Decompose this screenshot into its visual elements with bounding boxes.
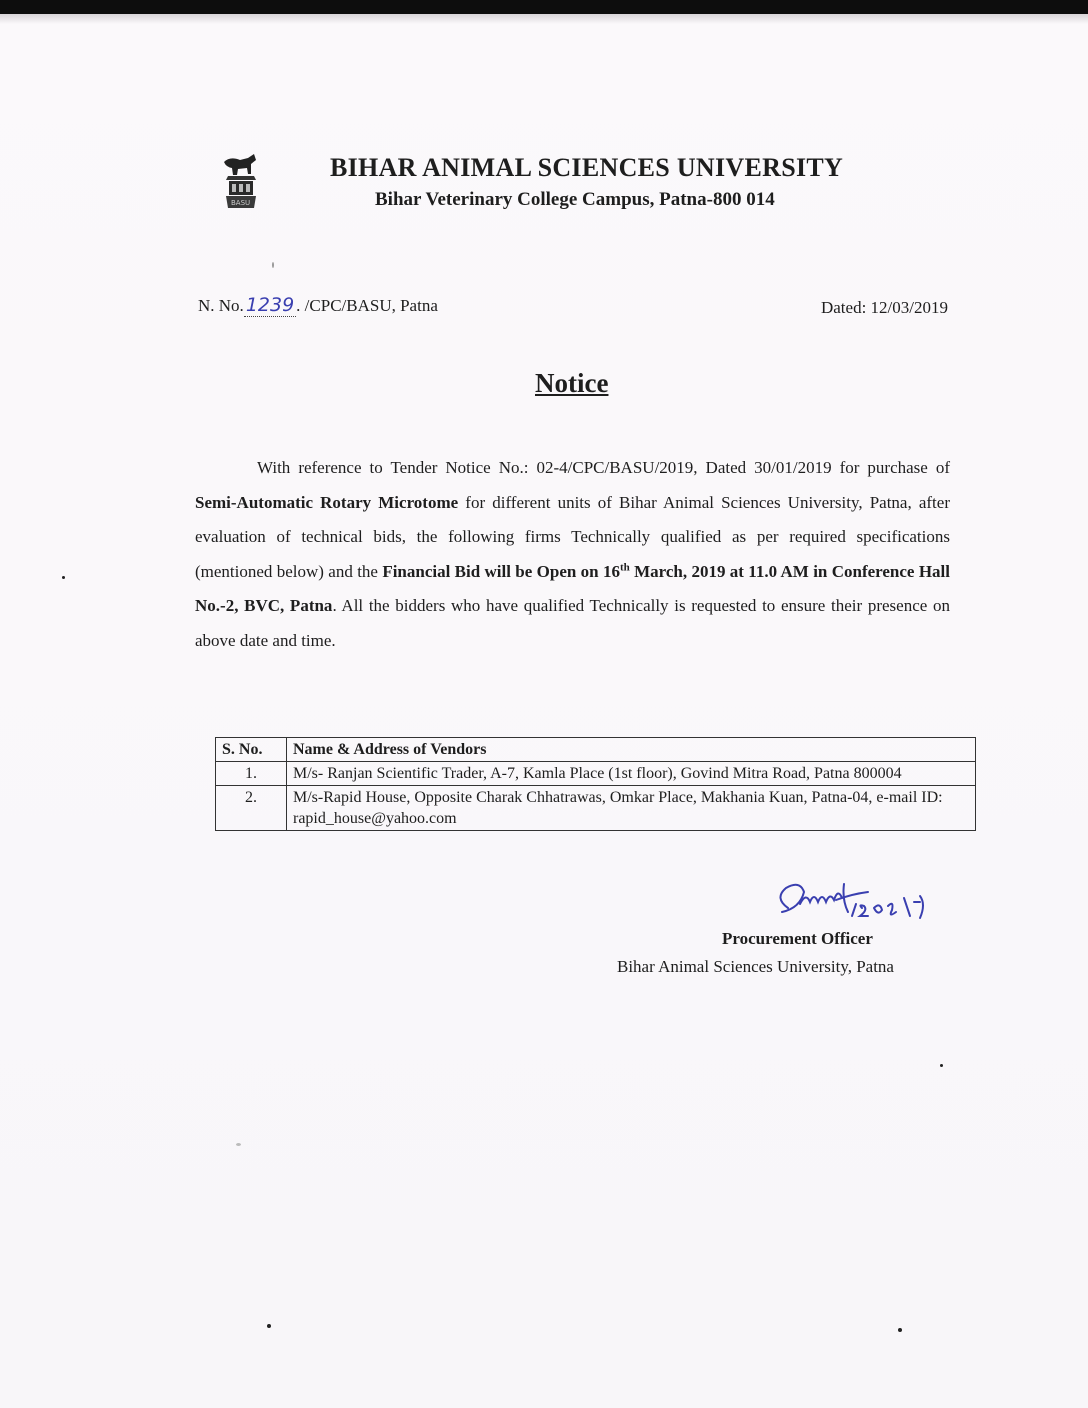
- row-vendor: M/s- Ranjan Scientific Trader, A-7, Kamla Place (1st floor), Govind Mitra Road, Patna 800004: [287, 762, 976, 786]
- signatory-title: Procurement Officer: [722, 929, 873, 948]
- body-part-3: . All the bidders who have qualified Technically is requested to ensure their presence on above date and time.: [195, 596, 950, 650]
- column-header-sno: S. No.: [216, 738, 287, 762]
- notice-heading: Notice: [535, 368, 609, 398]
- scan-speck: [898, 1328, 902, 1332]
- row-sno: 1.: [216, 762, 287, 786]
- university-emblem-icon: [218, 152, 264, 214]
- table-header-row: [216, 738, 976, 762]
- row-vendor: M/s-Rapid House, Opposite Charak Chhatrawas, Omkar Place, Makhania Kuan, Patna-04, e-mail ID: rapid_house@yahoo.com: [287, 786, 976, 831]
- reference-handwritten-number: 1239: [245, 294, 295, 316]
- financial-bid-venue: March, 2019 at 11.0 AM in Conference Hall No.-2, BVC, Patna: [195, 561, 950, 615]
- ordinal-suffix: th: [619, 560, 630, 573]
- reference-number: [198, 294, 438, 316]
- handwritten-signature: [770, 878, 930, 932]
- notice-date: Dated: 12/03/2019: [820, 298, 948, 317]
- scan-speck: [940, 1064, 943, 1067]
- university-title: BIHAR ANIMAL SCIENCES UNIVERSITY: [330, 153, 844, 182]
- scan-speck: [236, 1143, 241, 1146]
- table-row: [216, 786, 976, 831]
- row-sno: 2.: [216, 786, 287, 831]
- svg-text:BASU: BASU: [231, 199, 251, 207]
- scan-speck: [272, 262, 274, 268]
- scan-speck: [267, 1324, 271, 1328]
- financial-bid-text: Financial Bid will be Open on 16: [382, 561, 620, 581]
- vendor-table: [215, 737, 976, 831]
- table-row: [216, 762, 976, 786]
- university-address: Bihar Veterinary College Campus, Patna-800 014: [375, 189, 775, 210]
- scan-speck: [62, 576, 65, 579]
- column-header-vendor: Name & Address of Vendors: [287, 738, 976, 762]
- body-part-1: With reference to Tender Notice No.: 02-4/CPC/BASU/2019, Dated 30/01/2019 for purchase of: [257, 458, 950, 477]
- signatory-organization: Bihar Animal Sciences University, Patna: [617, 957, 894, 976]
- item-name: Semi-Automatic Rotary Microtome: [195, 492, 459, 512]
- body-part-2: for different units of Bihar Animal Sciences University, Patna, after evaluation of technical bids, the following firms Technically qualified as per required specifications (mentioned below) and the: [195, 492, 950, 581]
- notice-body: [195, 451, 950, 658]
- scan-edge: [0, 0, 1088, 14]
- scan-edge-shadow: [0, 14, 1088, 24]
- reference-suffix: . /CPC/BASU, Patna: [296, 296, 438, 315]
- reference-prefix: N. No.: [198, 296, 244, 315]
